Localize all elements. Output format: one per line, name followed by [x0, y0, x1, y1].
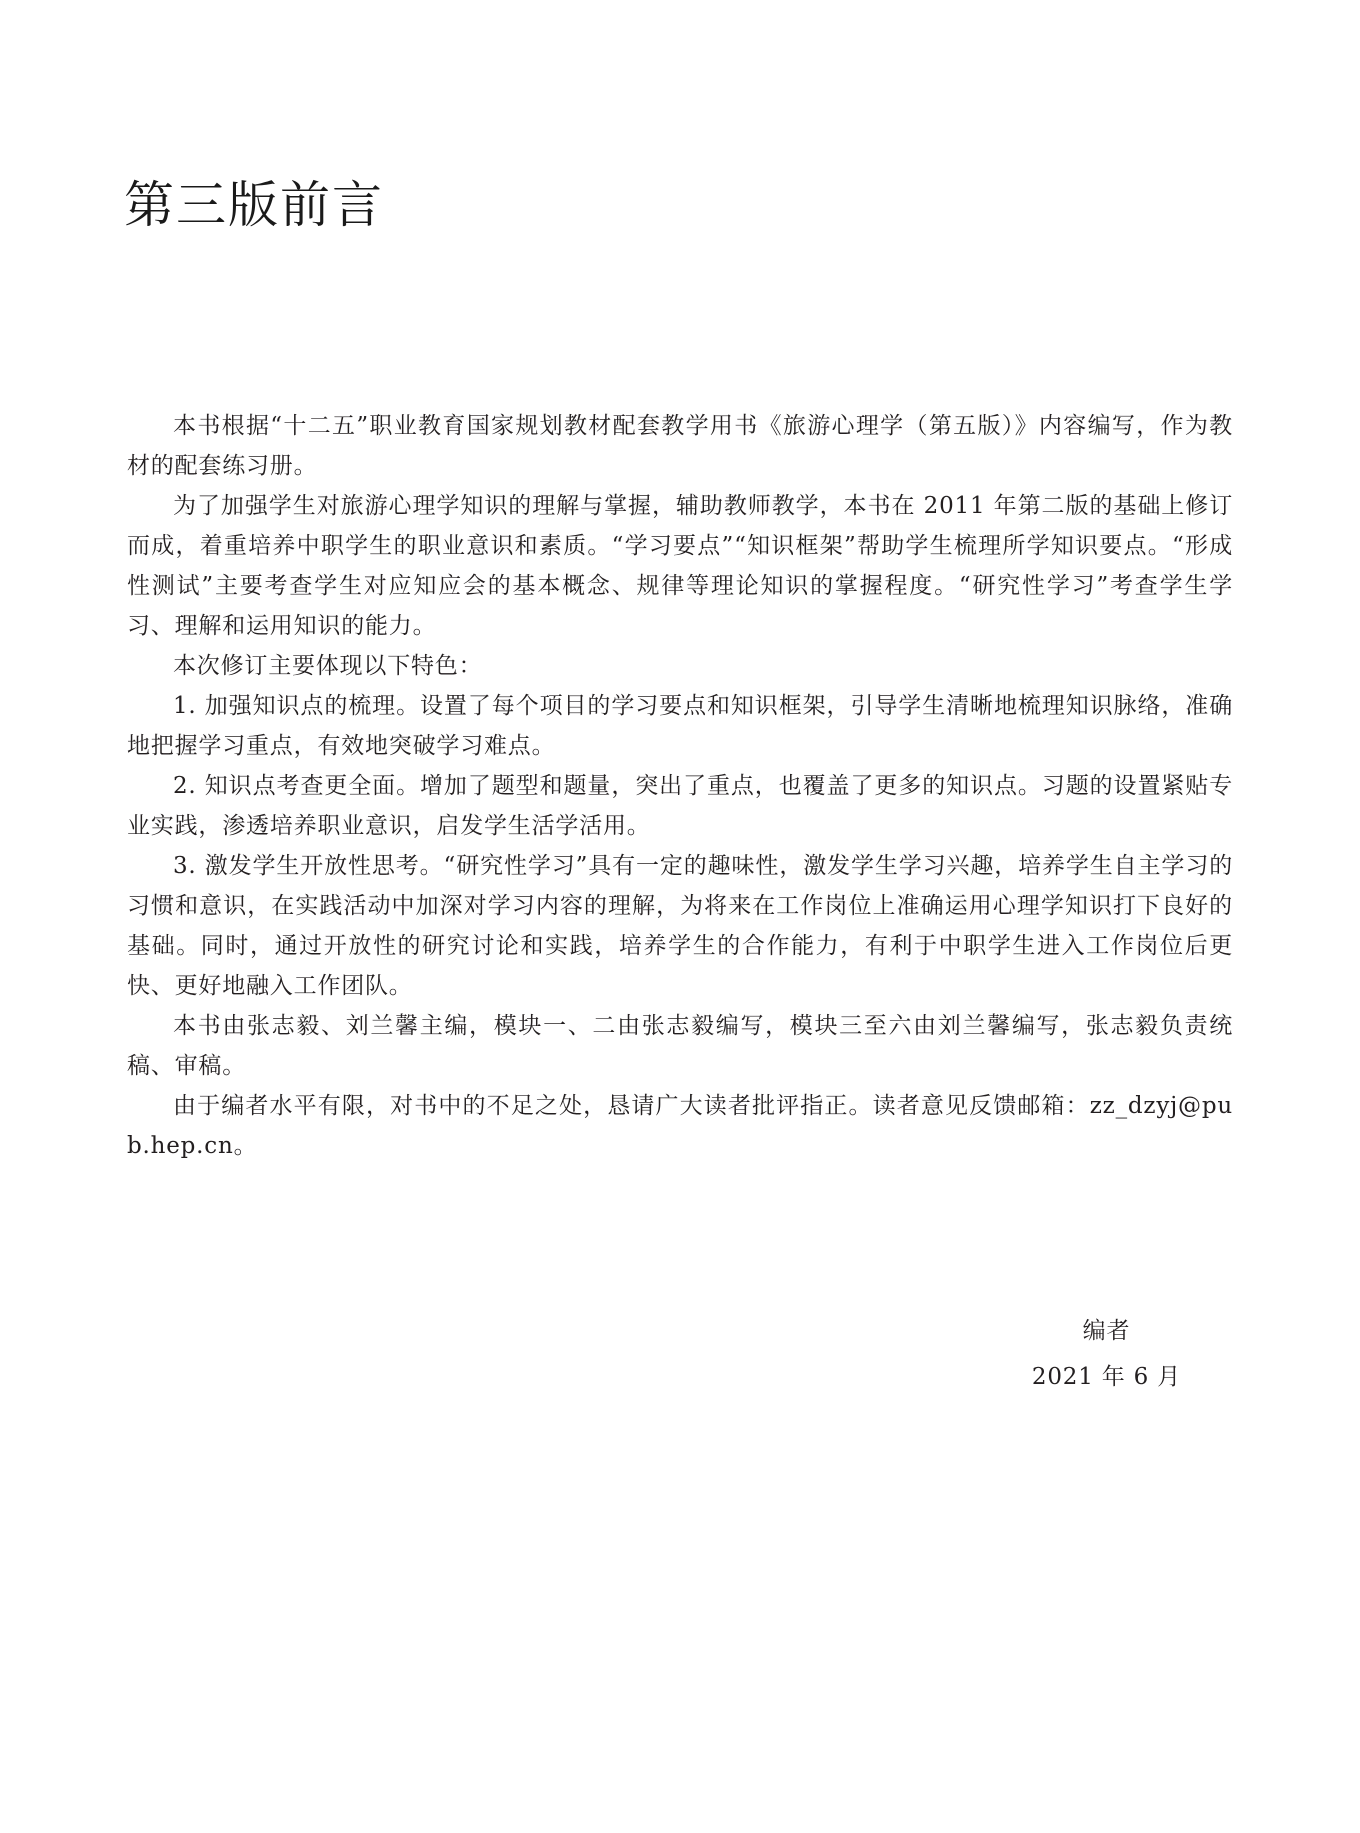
paragraph-authors: 本书由张志毅、刘兰馨主编，模块一、二由张志毅编写，模块三至六由刘兰馨编写，张志毅负责统稿、审稿。 — [127, 1013, 1233, 1079]
signature-date: 2021 年 6 月 — [1031, 1364, 1181, 1390]
paragraph-feature-2: 2. 知识点考查更全面。增加了题型和题量，突出了重点，也覆盖了更多的知识点。习题的设置紧贴专业实践，渗透培养职业意识，启发学生活学活用。 — [127, 773, 1233, 839]
paragraph-feedback: 由于编者水平有限，对书中的不足之处，恳请广大读者批评指正。读者意见反馈邮箱：zz_dzyj@pub.hep.cn。 — [127, 1093, 1233, 1159]
paragraph-features-intro: 本次修订主要体现以下特色： — [173, 653, 483, 679]
paragraph-feature-3: 3. 激发学生开放性思考。“研究性学习”具有一定的趣味性，激发学生学习兴趣，培养学生自主学习的习惯和意识，在实践活动中加深对学习内容的理解，为将来在工作岗位上准确运用心理学知识打下良好的基础。同时，通过开放性的研究讨论和实践，培养学生的合作能力，有利于中职学生进入工作岗位后更快、更好地融入工作团队。 — [127, 853, 1233, 999]
page-title: 第三版前言 — [124, 176, 384, 234]
signature-author: 编者 — [1082, 1318, 1131, 1344]
preface-body — [127, 406, 1233, 1166]
paragraph-intro: 本书根据“十二五”职业教育国家规划教材配套教学用书《旅游心理学（第五版）》内容编写，作为教材的配套练习册。 — [127, 413, 1233, 479]
signature-block — [1032, 1308, 1181, 1400]
paragraph-purpose: 为了加强学生对旅游心理学知识的理解与掌握，辅助教师教学，本书在 2011 年第二版的基础上修订而成，着重培养中职学生的职业意识和素质。“学习要点”“知识框架”帮助学生梳理所学知识要点。“形成性测试”主要考查学生对应知应会的基本概念、规律等理论知识的掌握程度。“研究性学习”考查学生学习、理解和运用知识的能力。 — [127, 493, 1233, 639]
paragraph-feature-1: 1. 加强知识点的梳理。设置了每个项目的学习要点和知识框架，引导学生清晰地梳理知识脉络，准确地把握学习重点，有效地突破学习难点。 — [127, 693, 1233, 759]
